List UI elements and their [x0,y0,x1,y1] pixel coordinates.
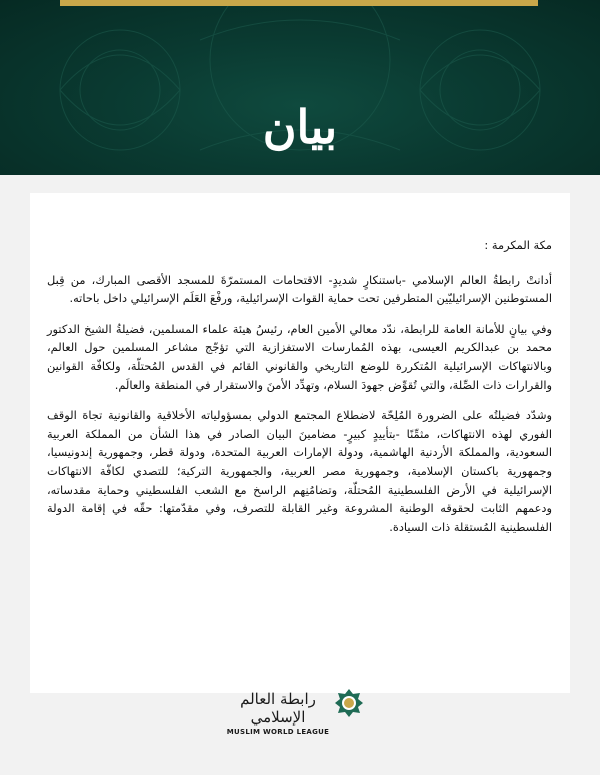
mwl-emblem-icon [334,688,364,718]
paragraph-1: أدانتْ رابطةُ العالم الإسلامي -باستنكارٍ شديدٍ- الاقتحامات المستمرّةَ للمسجد الأقصى المبارك، من قِبل المستوطنين الإسرائيليّين المتطرفين تحت حماية القوات الإسرائيلية، ورفْعَ العَلَم الإسرائيلي داخل باحاته. [47,272,552,306]
mwl-logo-text [218,690,338,736]
logo-arabic: رابطة العالم الإسلامي [240,690,316,726]
header-banner [0,0,600,175]
paragraph-3: وشدّد فضيلتُه على الضرورة المُلِحّة لاضطلاع المجتمع الدولي بمسؤولياته الأخلاقية والقانونية تجاهَ الوقف الفوري لهذه الانتهاكات، مثمِّنًا -بتأييدٍ كبيرٍ- مضامينَ البيان الصادر في هذا الشأن من المملكة العربية السعودية، والمملكة الأردنية الهاشمية، ودولة الإمارات العربية المتحدة، ودولة قطر، وجمهورية إندونيسيا، وجمهورية باكستان الإسلامية، وجمهورية مصر العربية، والجمهورية التركية؛ للتصدي لكافّة الانتهاكات الإسرائيلية في الأرض الفلسطينية المُحتلّة، وتضامُنِهم الراسخ مع الشعب الفلسطيني وحماية مقدساته، ودعمهم الثابت لحقوقه الوطنية المشروعة وغير القابلة للتصرف، وفي مقدّمتها: حقّه في إقامة الدولة الفلسطينية المُستقلة ذات السيادة. [47,408,552,534]
paragraph-2: وفي بيانٍ للأمانة العامة للرابطة، ندّد معالي الأمين العام، رئيسُ هيئة علماء المسلمين، فضيلةُ الشيخ الدكتور محمد بن عبدالكريم العيسى، بهذه المُمارسات الاستفزازية التي تؤجّج مشاعر المسلمين حول العالم، وبالانتهاكات الإسرائيلية المُتكررة للوضع التاريخي والقانوني القائم في القدس المُحتلّة، ولكافّة القوانين والقرارات ذات الصِّلة، والتي تُقوِّض جهودَ السلام، وتهدِّد الأمنَ والاستقرار في المنطقة والعالَم. [47,321,552,392]
statement-text [47,236,552,548]
page-title: بيان [262,100,338,154]
gold-top-bar [60,0,538,6]
logo-english: MUSLIM WORLD LEAGUE [226,728,330,736]
location-line: مكة المكرمة : [484,238,552,252]
